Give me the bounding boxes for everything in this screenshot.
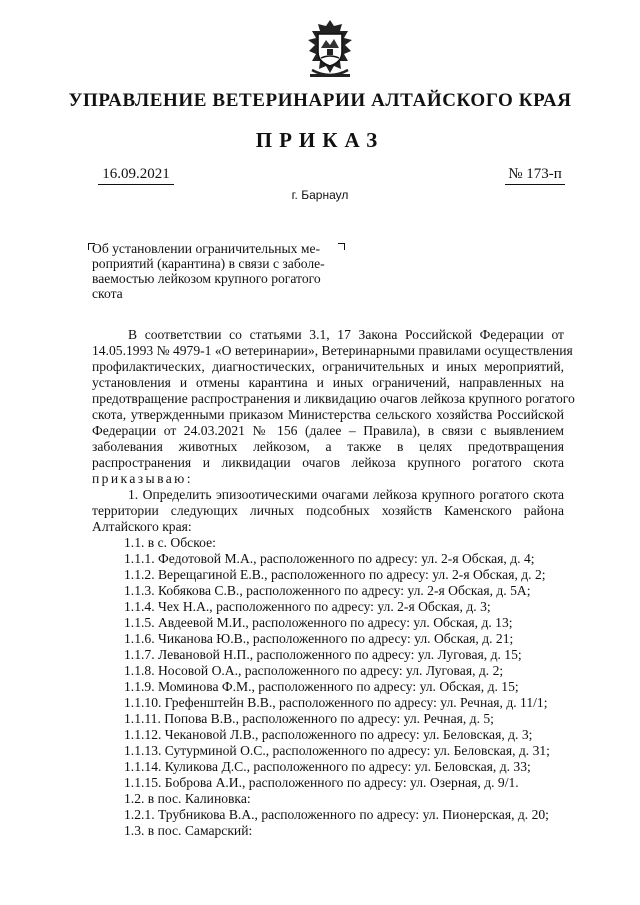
- list-item: 1.1.14. Куликова Д.С., расположенного по адресу: ул. Беловская, д. 33;: [124, 759, 531, 774]
- organization-title: УПРАВЛЕНИЕ ВЕТЕРИНАРИИ АЛТАЙСКОГО КРАЯ: [68, 90, 572, 111]
- preamble-line: Федерации от 24.03.2021 № 156 (далее – Правила), в связи с выявлением: [92, 423, 564, 438]
- subject-line: ваемостью лейкозом крупного рогатого: [92, 271, 321, 286]
- list-item: 1.1.4. Чех Н.А., расположенного по адресу: ул. 2-я Обская, д. 3;: [124, 599, 491, 614]
- preamble-line: профилактических, диагностических, ограничительных и иных мероприятий,: [92, 359, 564, 374]
- subpoint-heading: 1.3. в пос. Самарский:: [124, 823, 253, 838]
- order-body: [92, 327, 575, 839]
- list-item: 1.1.2. Верещагиной Е.В., расположенного по адресу: ул. 2-я Обская, д. 2;: [124, 567, 546, 582]
- order-number: № 173-п: [505, 166, 565, 185]
- list-item: 1.2.1. Трубникова В.А., расположенного по адресу: ул. Пионерская, д. 20;: [124, 807, 549, 822]
- list-item: 1.1.6. Чиканова Ю.В., расположенного по адресу: ул. Обская, д. 21;: [124, 631, 514, 646]
- city-label: г. Барнаул: [291, 188, 349, 202]
- order-subject: [92, 241, 352, 301]
- list-item: 1.1.12. Чекановой Л.В., расположенного по адресу: ул. Беловская, д. 3;: [124, 727, 533, 742]
- list-item: 1.1.13. Сутурминой О.С., расположенного по адресу: ул. Беловская, д. 31;: [124, 743, 550, 758]
- document-type-title: ПРИКАЗ: [255, 128, 385, 152]
- point-1-line: Алтайского края:: [92, 519, 192, 534]
- order-date: 16.09.2021: [98, 166, 174, 185]
- list-item: 1.1.1. Федотовой М.А., расположенного по адресу: ул. 2-я Обская, д. 4;: [124, 551, 535, 566]
- point-1-line: территории следующих личных подсобных хозяйств Каменского района: [92, 503, 564, 518]
- preamble-line: заболевания животных лейкозом, а также в целях предотвращения: [92, 439, 564, 454]
- list-item: 1.1.11. Попова В.В., расположенного по адресу: ул. Речная, д. 5;: [124, 711, 494, 726]
- list-item: 1.1.5. Авдеевой М.И., расположенного по адресу: ул. Обская, д. 13;: [124, 615, 513, 630]
- subpoint-heading: 1.2. в пос. Калиновка:: [124, 791, 251, 806]
- preamble-line: В соответствии со статьями 3.1, 17 Закона Российской Федерации от: [128, 327, 564, 342]
- order-word: приказываю:: [92, 471, 193, 486]
- preamble-line: скота, утвержденными приказом Министерства сельского хозяйства Российской: [92, 407, 564, 422]
- subject-line: скота: [92, 286, 123, 301]
- subject-line: Об установлении ограничительных ме-: [92, 241, 321, 256]
- list-item: 1.1.15. Боброва А.И., расположенного по адресу: ул. Озерная, д. 9/1.: [124, 775, 519, 790]
- subpoint-heading: 1.1. в с. Обское:: [124, 535, 216, 550]
- preamble-line: установления и отмены карантина и иных ограничений, направленных на: [92, 375, 564, 390]
- list-item: 1.1.3. Кобякова С.В., расположенного по адресу: ул. 2-я Обская, д. 5А;: [124, 583, 531, 598]
- list-item: 1.1.8. Носовой О.А., расположенного по адресу: ул. Луговая, д. 2;: [124, 663, 504, 678]
- preamble-line: предотвращение распространения и ликвидацию очагов лейкоза крупного рогатого: [92, 391, 575, 406]
- coat-of-arms-icon: [298, 18, 362, 84]
- list-item: 1.1.7. Левановой Н.П., расположенного по адресу: ул. Луговая, д. 15;: [124, 647, 522, 662]
- preamble-line: 14.05.1993 № 4979-1 «О ветеринарии», Ветеринарными правилами осуществления: [92, 343, 573, 358]
- preamble-line: распространения и ликвидации очагов лейкоза крупного рогатого скота: [92, 455, 564, 470]
- point-1-line: 1. Определить эпизоотическими очагами лейкоза крупного рогатого скота: [128, 487, 564, 502]
- subject-line: роприятий (карантина) в связи с заболе-: [92, 256, 325, 271]
- list-item: 1.1.10. Грефенштейн В.В., расположенного по адресу: ул. Речная, д. 11/1;: [124, 695, 548, 710]
- list-item: 1.1.9. Моминова Ф.М., расположенного по адресу: ул. Обская, д. 15;: [124, 679, 519, 694]
